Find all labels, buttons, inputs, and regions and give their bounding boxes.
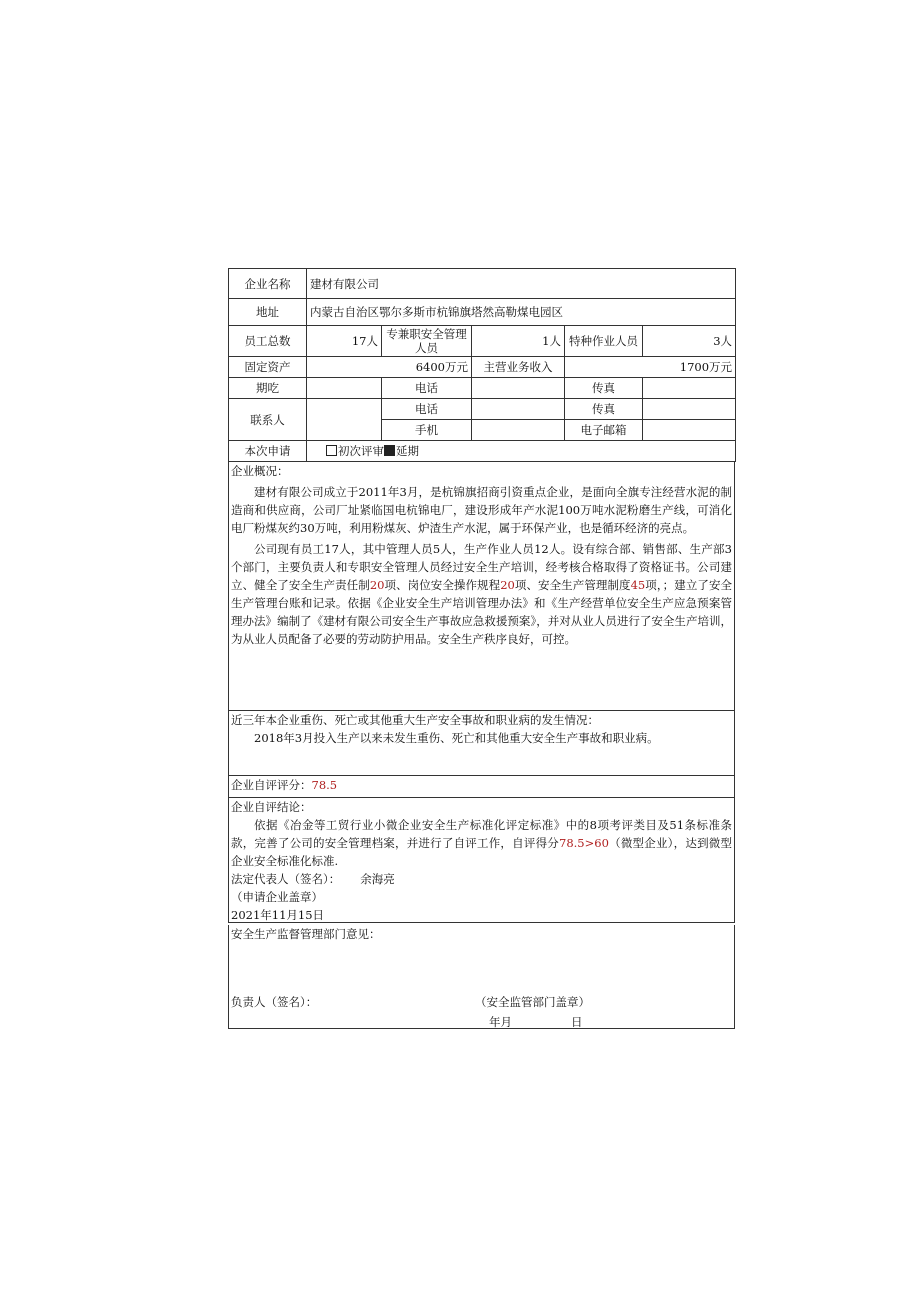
address-label: 地址 bbox=[229, 299, 307, 326]
special-worker-value: 3人 bbox=[643, 326, 736, 357]
self-score-section bbox=[228, 776, 735, 798]
phone-value bbox=[472, 378, 565, 399]
staff-total-value: 17人 bbox=[307, 326, 382, 357]
supervision-section bbox=[228, 925, 735, 1029]
conclusion-text: 依据《冶金等工贸行业小微企业安全生产标准化评定标准》中的8项考评类目及51条标准条款，完善了公司的安全管理档案，并进行了自评工作，自评得分78.5>60（微型企业），达到微型企业安全标准化标准. bbox=[231, 818, 733, 868]
supervision-seal: （安全监管部门盖章） bbox=[475, 995, 590, 1009]
conclusion-score: 78.5>60 bbox=[559, 836, 609, 850]
contact-label: 联系人 bbox=[229, 399, 307, 441]
responsibility-count: 20 bbox=[369, 578, 385, 592]
contact-fax-label: 传真 bbox=[565, 399, 643, 420]
contact-phone-label: 电话 bbox=[382, 399, 472, 420]
fax-value bbox=[643, 378, 736, 399]
overview-paragraph-2: 公司现有员工17人，其中管理人员5人，生产作业人员12人。设有综合部、销售部、生产部3个部门，主要负责人和专职安全管理人员经过安全生产培训，经考核合格取得了资格证书。公司建立、健全了安全生产责任制20项、岗位安全操作规程20项、安全生产管理制度45项，；建立了安全生产管理台账和记录。依据《企业安全生产培训管理办法》和《生产经营单位安全生产应急预案管理办法》编制了《建材有限公司安全生产事故应急救援预案》，并对从业人员进行了安全生产培训，为从业人员配备了必要的劳动防护用品。安全生产秩序良好，可控。 bbox=[231, 542, 733, 646]
mobile-label: 手机 bbox=[382, 420, 472, 441]
applicant-seal: （申请企业盖章） bbox=[231, 890, 323, 904]
company-info-table bbox=[228, 268, 736, 462]
initial-review-checkbox[interactable] bbox=[326, 445, 337, 456]
apply-type-options bbox=[307, 441, 736, 462]
overview-heading: 企业概况： bbox=[231, 464, 289, 478]
rule-count: 45 bbox=[630, 578, 646, 592]
accident-text: 2018年3月投入生产以来未发生重伤、死亡和其他重大安全生产事故和职业病。 bbox=[254, 731, 659, 745]
contact-phone-value bbox=[472, 399, 565, 420]
supervision-date-day: 日 bbox=[571, 1015, 583, 1029]
accident-heading: 近三年本企业重伤、死亡或其他重大生产安全事故和职业病的发生情况： bbox=[231, 713, 599, 727]
fax-label: 传真 bbox=[565, 378, 643, 399]
company-name-value: 建材有限公司 bbox=[307, 269, 736, 299]
mobile-value bbox=[472, 420, 565, 441]
staff-total-label: 员工总数 bbox=[229, 326, 307, 357]
company-name-label: 企业名称 bbox=[229, 269, 307, 299]
initial-review-label: 初次评审 bbox=[338, 444, 384, 458]
legal-rep-name: 余海亮 bbox=[360, 872, 395, 886]
supervision-heading: 安全生产监督管理部门意见： bbox=[231, 927, 381, 941]
revenue-label: 主营业务收入 bbox=[472, 357, 565, 378]
email-label: 电子邮箱 bbox=[565, 420, 643, 441]
fixed-assets-value: 6400万元 bbox=[307, 357, 472, 378]
procedure-count: 20 bbox=[500, 578, 515, 592]
overview-section bbox=[228, 462, 735, 711]
application-form bbox=[228, 268, 735, 1029]
extension-label: 延期 bbox=[396, 444, 419, 458]
fixed-assets-label: 固定资产 bbox=[229, 357, 307, 378]
legal-rep-label: 法定代表人（签名）： bbox=[231, 872, 341, 886]
self-score-label: 企业自评评分： bbox=[231, 778, 312, 792]
phone-label: 电话 bbox=[382, 378, 472, 399]
accident-section bbox=[228, 711, 735, 776]
contact-fax-value bbox=[643, 399, 736, 420]
row6-value bbox=[307, 378, 382, 399]
revenue-value: 1700万元 bbox=[565, 357, 736, 378]
legal-rep-line bbox=[231, 870, 732, 888]
self-score-value: 78.5 bbox=[311, 778, 338, 792]
overview-paragraph-1: 建材有限公司成立于2011年3月，是杭锦旗招商引资重点企业，是面向全旗专注经营水泥的制造商和供应商，公司厂址紧临国电杭锦电厂，建设形成年产水泥100万吨水泥粉磨生产线，可消化电厂粉煤灰约30万吨，利用粉煤灰、炉渣生产水泥，属于环保产业，也是循环经济的亮点。 bbox=[231, 485, 732, 535]
safety-manager-label: 专兼职安全管理人员 bbox=[382, 326, 472, 357]
address-value: 内蒙古自治区鄂尔多斯市杭锦旗塔然高勒煤电园区 bbox=[307, 299, 736, 326]
extension-checkbox[interactable] bbox=[384, 445, 395, 456]
special-worker-label: 特种作业人员 bbox=[565, 326, 643, 357]
supervisor-sign-label: 负责人（签名）： bbox=[231, 995, 318, 1009]
applicant-date: 2021年11月15日 bbox=[231, 908, 325, 922]
apply-type-label: 本次申请 bbox=[229, 441, 307, 462]
row6-label: 期吃 bbox=[229, 378, 307, 399]
safety-manager-value: 1人 bbox=[472, 326, 565, 357]
contact-value bbox=[307, 399, 382, 441]
supervision-date-year: 年月 bbox=[489, 1015, 512, 1029]
email-value bbox=[643, 420, 736, 441]
conclusion-heading: 企业自评结论： bbox=[231, 800, 312, 814]
conclusion-section bbox=[228, 798, 735, 923]
